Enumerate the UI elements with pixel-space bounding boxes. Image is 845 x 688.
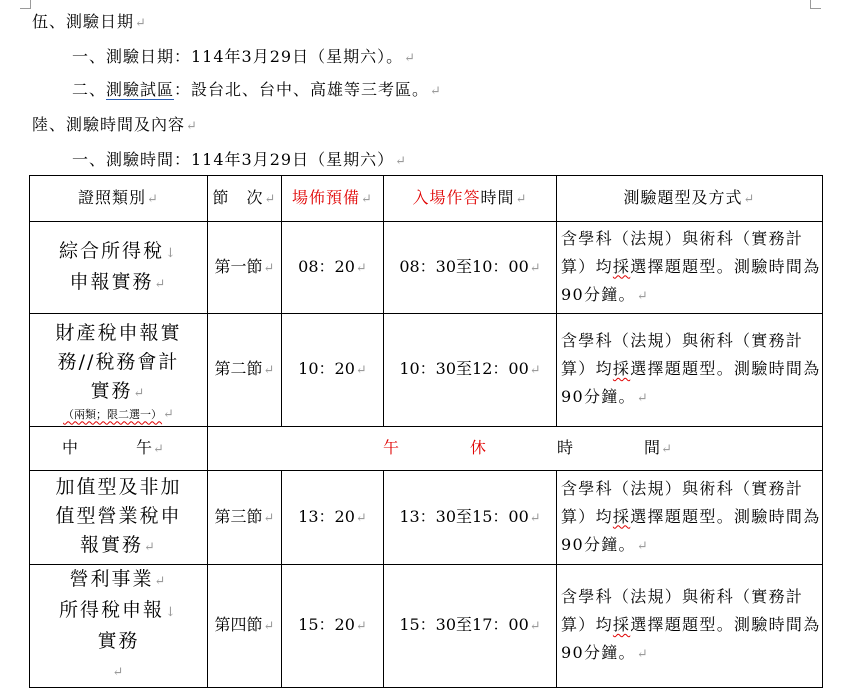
- format-cell: 含學科（法規）與術科（實務計算）均採選擇題題型。測驗時間為90分鐘。↵: [557, 222, 823, 314]
- paragraph-mark: ↵: [112, 665, 126, 680]
- section-title: 陸、測驗時間及內容: [32, 115, 186, 134]
- paragraph-mark: ↵: [355, 260, 367, 276]
- paragraph-mark: ↵: [153, 441, 164, 457]
- paragraph-mark: ↵: [661, 441, 672, 457]
- table-row: [30, 565, 823, 688]
- session-cell: 第二節↵: [208, 314, 282, 427]
- session-cell: 第四節↵: [208, 565, 282, 688]
- paragraph-mark: ↵: [154, 276, 168, 292]
- paragraph: [72, 147, 407, 170]
- paragraph-mark: ↵: [154, 574, 168, 589]
- format-cell: 含學科（法規）與術科（實務計算）均採選擇題題型。測驗時間為90分鐘。↵: [557, 471, 823, 565]
- margin-corner-mark: [810, 0, 821, 9]
- exam-area-link[interactable]: 測驗試區: [106, 80, 175, 99]
- paragraph-mark: ↵: [636, 647, 650, 662]
- session-cell: 第三節↵: [208, 471, 282, 565]
- category-note: （兩類；限二選一）: [63, 407, 163, 421]
- paragraph-mark: ↵: [163, 406, 174, 422]
- prep-time-cell: 08：20↵: [282, 222, 384, 314]
- paragraph-mark: ↵: [404, 51, 416, 66]
- prep-time-cell: 10：20↵: [282, 314, 384, 427]
- table-row: [30, 314, 823, 427]
- exam-time-cell: 10：30至12：00↵: [384, 314, 557, 427]
- paragraph-mark: ↵: [355, 619, 367, 634]
- line-break-mark: ↓: [165, 245, 178, 261]
- paragraph-mark: ↵: [636, 288, 650, 304]
- paragraph-mark: ↵: [636, 538, 650, 554]
- paragraph-mark: ↵: [515, 191, 528, 207]
- section-title: 伍、測驗日期: [32, 12, 135, 31]
- paragraph-mark: ↵: [355, 363, 367, 378]
- paragraph: [72, 44, 416, 67]
- paragraph-mark: ↵: [529, 363, 541, 378]
- format-cell: 含學科（法規）與術科（實務計算）均採選擇題題型。測驗時間為90分鐘。↵: [557, 314, 823, 427]
- paragraph-mark: ↵: [144, 540, 157, 555]
- exam-time-text: 一、測驗時間：114年3月29日（星期六）: [72, 150, 395, 169]
- header-prep: 場佈預備↵: [282, 176, 384, 222]
- lunch-label-cell: 中 午↵: [30, 427, 208, 471]
- paragraph-mark: ↵: [355, 510, 367, 526]
- paragraph-mark: ↵: [636, 391, 650, 406]
- session-cell: 第一節↵: [208, 222, 282, 314]
- paragraph-mark: ↵: [263, 619, 275, 634]
- exam-area-text: ：設台北、台中、高雄等三考區。: [174, 80, 430, 99]
- paragraph: [72, 77, 442, 100]
- lunch-row: [30, 427, 823, 471]
- paragraph-mark: ↵: [263, 363, 275, 378]
- paragraph-mark: ↵: [135, 16, 147, 31]
- paragraph-mark: ↵: [263, 260, 275, 276]
- section-heading: [32, 9, 147, 32]
- lunch-break-cell: 午 休 時 間↵: [208, 427, 823, 471]
- list-number: 二、: [72, 80, 107, 99]
- prep-time-cell: 15：20↵: [282, 565, 384, 688]
- exam-time-cell: 13：30至15：00↵: [384, 471, 557, 565]
- category-cell: 營利事業↵ 所得稅申報↓ 實務 ↵: [30, 565, 208, 688]
- paragraph-mark: ↵: [395, 154, 407, 169]
- format-cell: 含學科（法規）與術科（實務計算）均採選擇題題型。測驗時間為90分鐘。↵: [557, 565, 823, 688]
- table-row: [30, 471, 823, 565]
- header-session: 節 次↵: [208, 176, 282, 222]
- table-header-row: [30, 176, 823, 222]
- exam-time-cell: 08：30至10：00↵: [384, 222, 557, 314]
- paragraph-mark: ↵: [361, 191, 373, 207]
- paragraph-mark: ↵: [743, 191, 756, 207]
- paragraph-mark: ↵: [529, 619, 541, 634]
- exam-time-cell: 15：30至17：00↵: [384, 565, 557, 688]
- category-cell: 綜合所得稅↓ 申報實務↵: [30, 222, 208, 314]
- paragraph-mark: ↵: [529, 510, 541, 526]
- paragraph-mark: ↵: [529, 260, 541, 276]
- line-break-mark: ↓: [165, 605, 178, 620]
- paragraph-mark: ↵: [264, 191, 277, 207]
- paragraph-mark: ↵: [430, 84, 442, 99]
- paragraph-mark: ↵: [186, 119, 198, 134]
- paragraph-mark: ↵: [133, 385, 147, 401]
- header-format: 測驗題型及方式↵: [557, 176, 823, 222]
- category-cell: 加值型及非加 值型營業稅申 報實務↵: [30, 471, 208, 565]
- table-row: [30, 222, 823, 314]
- header-category: 證照類別↵: [30, 176, 208, 222]
- category-cell: 財產稅申報實 務//稅務會計 實務↵ （兩類；限二選一）↵: [30, 314, 208, 427]
- schedule-table: [29, 175, 823, 688]
- prep-time-cell: 13：20↵: [282, 471, 384, 565]
- exam-date-text: 一、測驗日期：114年3月29日（星期六）。: [72, 47, 404, 66]
- paragraph-mark: ↵: [263, 510, 275, 526]
- section-heading: [32, 112, 198, 135]
- paragraph-mark: ↵: [147, 191, 159, 207]
- margin-corner-mark: [20, 0, 31, 9]
- header-entry-time: 入場作答時間↵: [384, 176, 557, 222]
